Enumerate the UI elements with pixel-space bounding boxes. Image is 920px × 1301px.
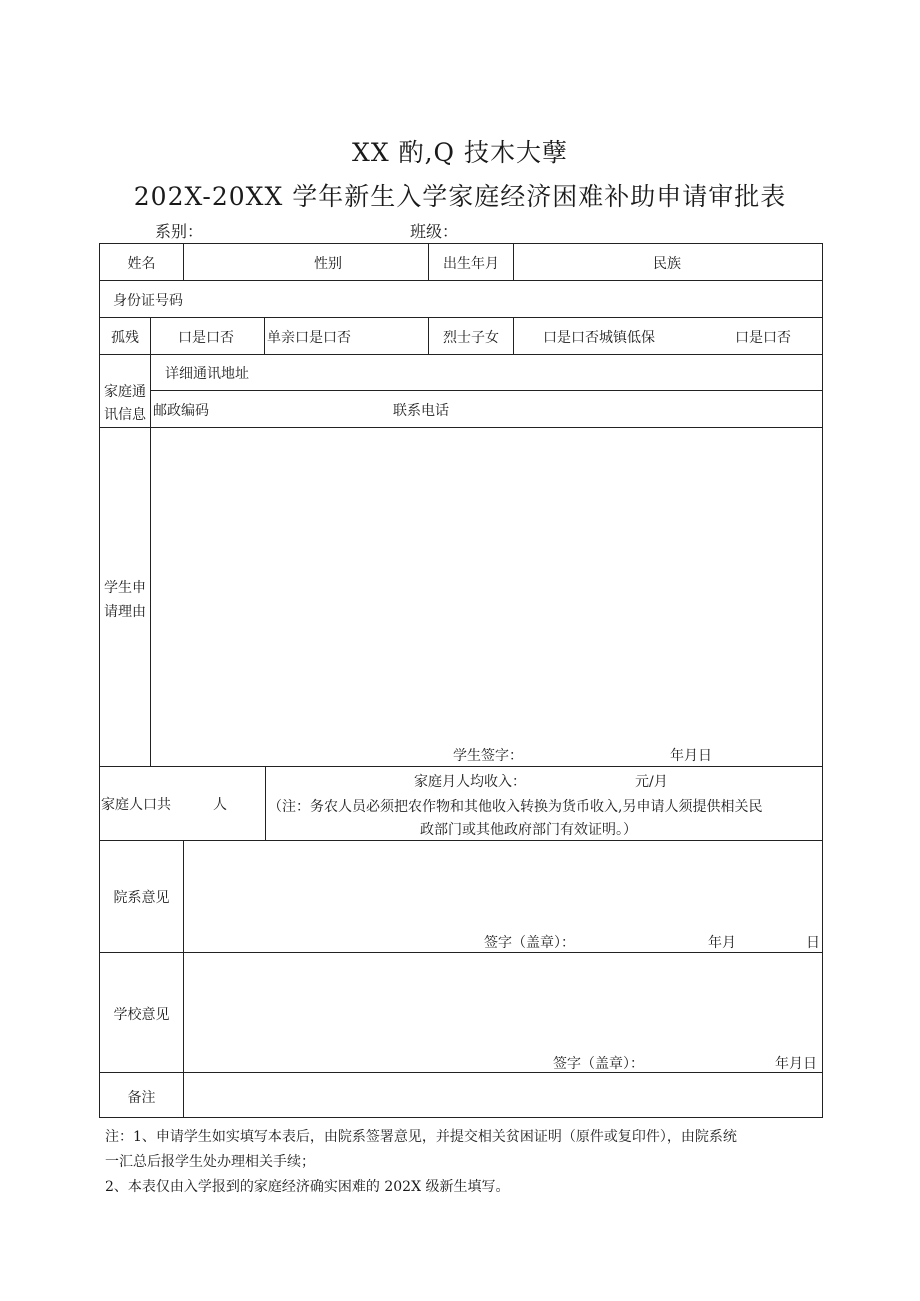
income-unit: 元/月 (635, 774, 668, 790)
note-1-line2: 一汇总后报学生处办理相关手续； (105, 1154, 315, 1170)
single-parent-checkboxes[interactable]: 单亲口是口否 (267, 330, 351, 346)
school-opinion-label: 学校意见 (113, 1007, 170, 1023)
orphan-checkboxes[interactable]: 口是口否 (178, 330, 234, 346)
department-opinion-label: 院系意见 (113, 890, 170, 906)
school-signature-label: 签字（盖章）： (553, 1056, 644, 1072)
department-signature-label: 签字（盖章）： (484, 935, 575, 951)
family-population-unit: 人 (213, 797, 227, 813)
income-note-line1: （注：务农人员必须把农作物和其他收入转换为货币收入,另申请人须提供相关民 (268, 799, 763, 815)
department-date-day: 日 (806, 935, 820, 951)
ethnicity-label: 民族 (653, 256, 681, 272)
class-label: 班级： (410, 222, 459, 241)
address-label: 详细通讯地址 (165, 366, 249, 382)
student-signature-label: 学生签字： (453, 748, 523, 764)
income-label: 家庭月人均收入： (414, 774, 526, 790)
note-1-line1: 注：1、申请学生如实填写本表后，由院系签署意见，并提交相关贫困证明（原件或复印件），由院系统 (105, 1129, 737, 1145)
birth-label: 出生年月 (443, 256, 499, 272)
martyr-label: 烈士子女 (443, 330, 499, 346)
family-population-label: 家庭人口共 (101, 797, 171, 813)
postal-code-label: 邮政编码 (153, 403, 209, 419)
department-label: 系别： (155, 222, 204, 241)
orphan-label: 孤残 (111, 330, 139, 346)
reason-label: 学生申请理由 (104, 580, 146, 620)
name-label: 姓名 (127, 256, 156, 272)
martyr-checkboxes[interactable]: 口是口否城镇低保 (543, 330, 655, 346)
gender-label: 性别 (314, 256, 342, 272)
department-date-year-month: 年月 (708, 935, 736, 951)
student-signature-date: 年月日 (670, 748, 712, 764)
income-note-line2: 政部门或其他政府部门有效证明。） (420, 822, 637, 838)
document-title-line2: 202X-20XX 学年新生入学家庭经济困难补助申请审批表 (133, 182, 787, 211)
contact-section-label: 家庭通讯信息 (104, 384, 146, 423)
remarks-label: 备注 (127, 1090, 156, 1106)
phone-label: 联系电话 (393, 403, 449, 419)
low-income-checkboxes[interactable]: 口是口否 (735, 330, 791, 346)
note-2: 2、本表仅由入学报到的家庭经济确实困难的 202X 级新生填写。 (105, 1179, 510, 1195)
id-number-label: 身份证号码 (113, 293, 183, 309)
school-signature-date: 年月日 (775, 1056, 817, 1072)
document-title-line1: XX 酌,Q 技木大孽 (352, 138, 568, 167)
